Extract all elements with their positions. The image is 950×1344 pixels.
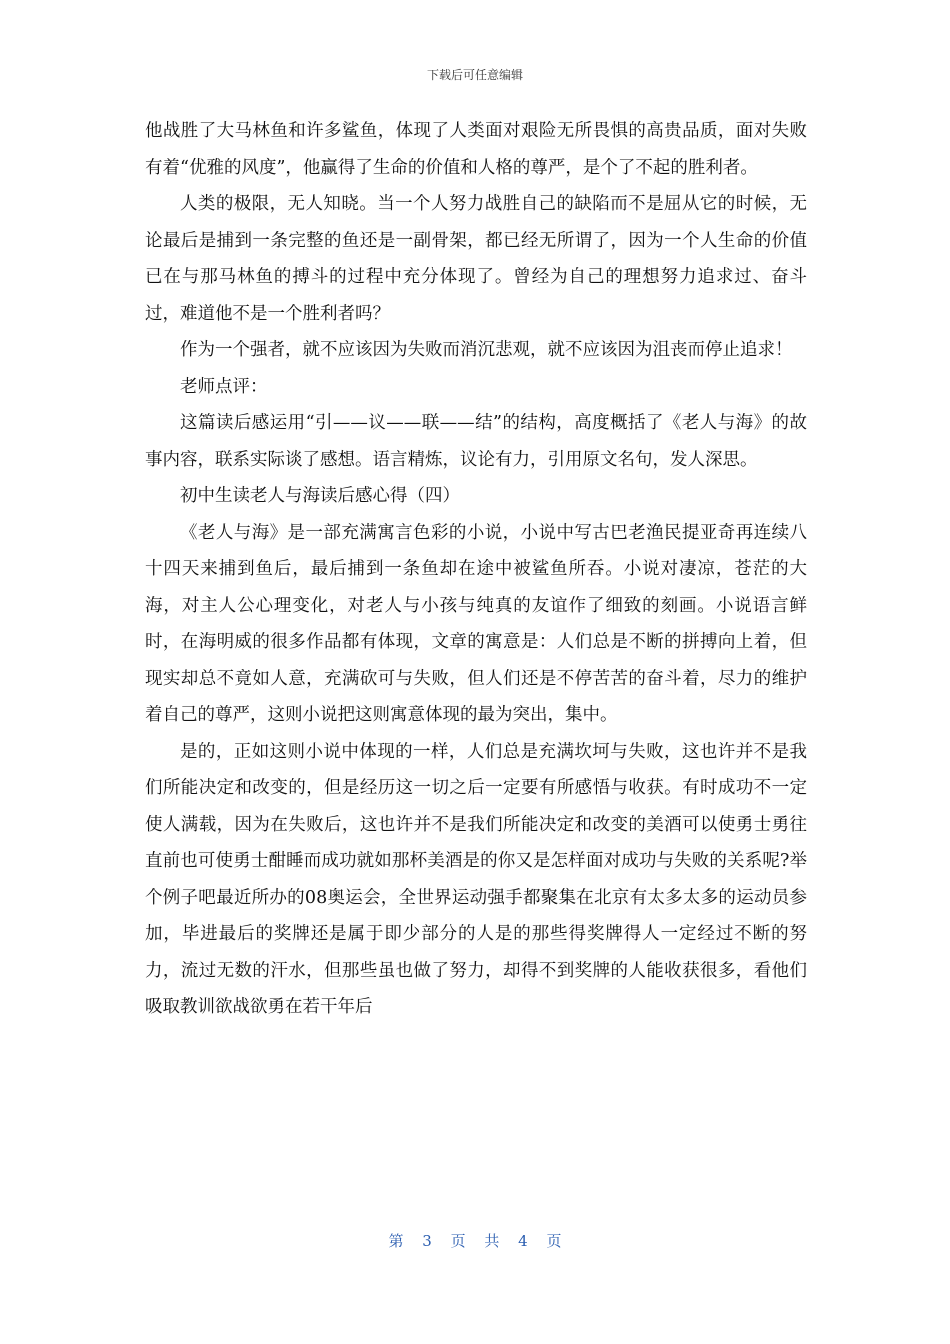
page-footer: 第 3 页 共 4 页 bbox=[388, 1232, 562, 1250]
paragraph-7: 《老人与海》是一部充满寓言色彩的小说，小说中写古巴老渔民提亚奇再连续八十四天来捕到鱼后，最后捕到一条鱼却在途中被鲨鱼所吞。小说对凄凉，苍茫的大海，对主人公心理变化，对老人与小孩与纯真的友谊作了细致的刻画。小说语言鲜时，在海明威的很多作品都有体现，文章的寓意是：人们总是不断的拼搏向上着，但现实却总不竟如人意，充满砍可与失败，但人们还是不停苦苦的奋斗着，尽力的维护着自己的尊严，这则小说把这则寓意体现的最为突出，集中。 bbox=[145, 522, 807, 725]
paragraph-8: 是的，正如这则小说中体现的一样，人们总是充满坎坷与失败，这也许并不是我们所能决定和改变的，但是经历这一切之后一定要有所感悟与收获。有时成功不一定使人满载，因为在失败后，这也许并不是我们所能决定和改变的美酒可以使勇士勇往直前也可使勇士酣睡而成功就如那杯美酒是的你又是怎样面对成功与失败的关系呢?举个例子吧最近所办的08奥运会，全世界运动强手都聚集在北京有太多太多的运动员参加，毕进最后的奖牌还是属于即少部分的人是的那些得奖牌得人一定经过不断的努力，流过无数的汗水，但那些虽也做了努力，却得不到奖牌的人能收获很多，看他们吸取教训欲战欲勇在若干年后 bbox=[145, 741, 807, 1017]
paragraph-1: 他战胜了大马林鱼和许多鲨鱼，体现了人类面对艰险无所畏惧的高贵品质，面对失败有着“优雅的风度”，他赢得了生命的价值和人格的尊严，是个了不起的胜利者。 bbox=[145, 121, 807, 178]
section-title: 初中生读老人与海读后感心得（四） bbox=[180, 486, 460, 506]
teacher-comment: 这篇读后感运用“引——议——联——结”的结构，高度概括了《老人与海》的故事内容，联系实际谈了感想。语言精炼，议论有力，引用原文名句，发人深思。 bbox=[145, 413, 807, 470]
document-body bbox=[145, 113, 807, 1026]
paragraph-3: 作为一个强者，就不应该因为失败而消沉悲观，就不应该因为沮丧而停止追求！ bbox=[180, 340, 793, 360]
page-header: 下载后可任意编辑 bbox=[426, 68, 523, 82]
paragraph-2: 人类的极限，无人知晓。当一个人努力战胜自己的缺陷而不是屈从它的时候，无论最后是捕到一条完整的鱼还是一副骨架，都已经无所谓了，因为一个人生命的价值已在与那马林鱼的搏斗的过程中充分体现了。曾经为自己的理想努力追求过、奋斗过，难道他不是一个胜利者吗？ bbox=[145, 194, 807, 324]
teacher-comment-heading: 老师点评： bbox=[180, 376, 268, 397]
